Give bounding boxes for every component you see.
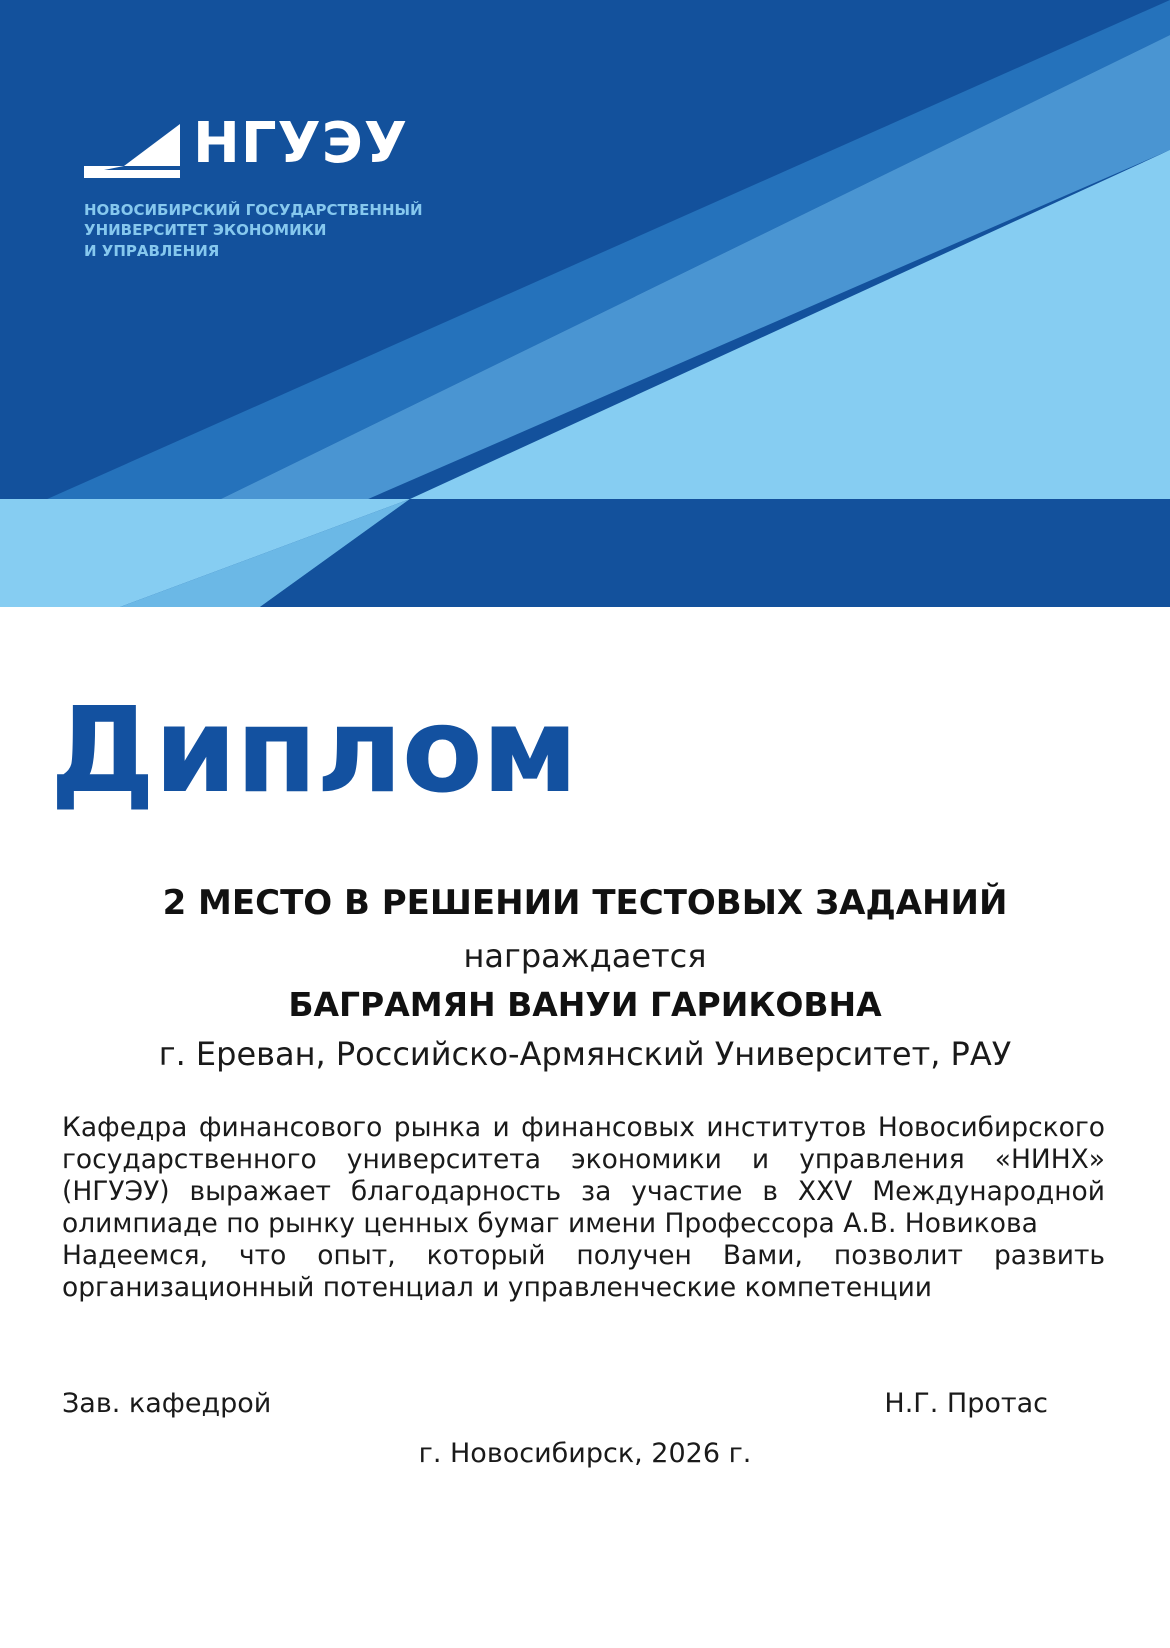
city-date: г. Новосибирск, 2026 г. <box>418 1438 752 1469</box>
diploma-title: Диплом <box>50 681 578 819</box>
logo-wordmark: НГУЭУ <box>193 111 408 176</box>
body-line: (НГУЭУ) выражает благодарность за участие в XXV Международной <box>62 1176 1105 1207</box>
diploma-body-text <box>62 1112 1105 1304</box>
awarded-verb: награждается <box>463 937 707 975</box>
body-line: олимпиаде по рынку ценных бумаг имени Профессора А.В. Новикова <box>62 1208 1038 1239</box>
header-banner <box>0 0 1170 607</box>
award-text: 2 МЕСТО В РЕШЕНИИ ТЕСТОВЫХ ЗАДАНИЙ <box>162 883 1008 923</box>
recipient-name: БАГРАМЯН ВАНУИ ГАРИКОВНА <box>288 985 882 1024</box>
logo-subtitle-line-1: НОВОСИБИРСКИЙ ГОСУДАРСТВЕННЫЙ <box>84 201 423 219</box>
signatory-name: Н.Г. Протас <box>884 1388 1048 1419</box>
body-line: государственного университета экономики и управления «НИНХ» <box>62 1144 1105 1175</box>
logo-subtitle-line-2: УНИВЕРСИТЕТ ЭКОНОМИКИ <box>84 221 327 239</box>
recipient-location: г. Ереван, Российско-Армянский Университет, РАУ <box>158 1035 1012 1073</box>
body-line: организационный потенциал и управленческие компетенции <box>62 1272 933 1303</box>
signatory-position: Зав. кафедрой <box>62 1388 272 1419</box>
body-line: Надеемся, что опыт, который получен Вами, позволит развить <box>62 1240 1105 1271</box>
banner-bottom-dark <box>260 499 1170 607</box>
body-line: Кафедра финансового рынка и финансовых институтов Новосибирского <box>62 1112 1105 1143</box>
university-logo-icon <box>84 124 180 178</box>
logo-subtitle-line-3: И УПРАВЛЕНИЯ <box>84 242 220 260</box>
